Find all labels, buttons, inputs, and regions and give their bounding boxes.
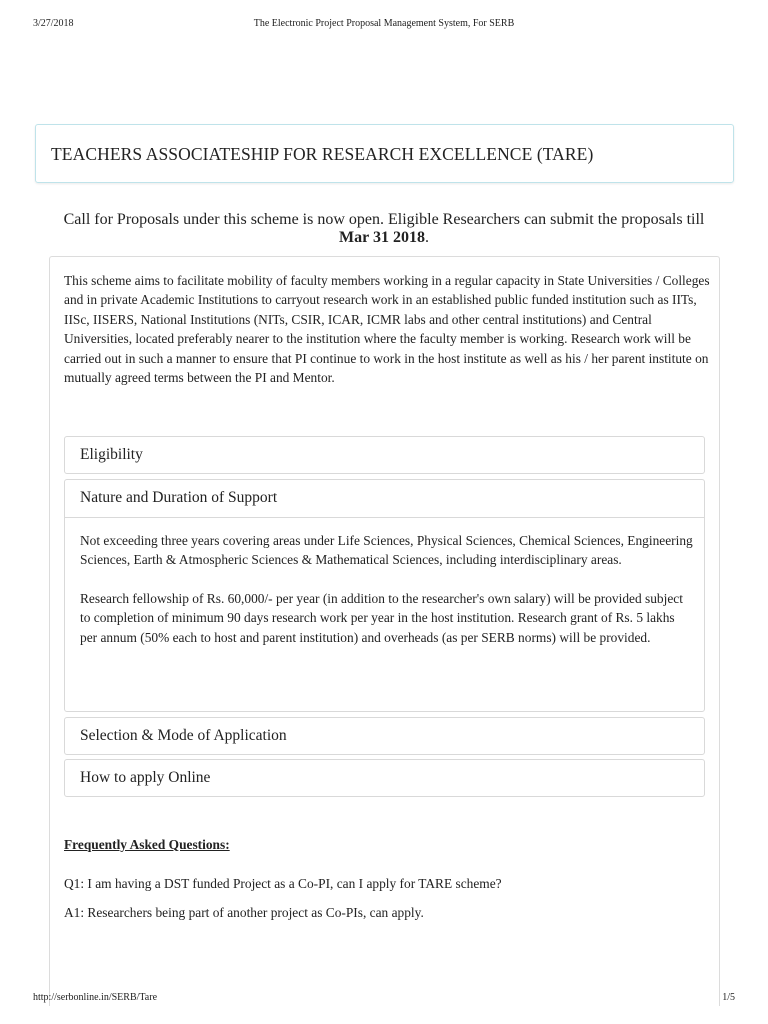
call-for-proposals-notice [60, 211, 708, 247]
scheme-description: This scheme aims to facilitate mobility of faculty members working in a regular capacity in State Universities / Colleges and in private Academic Institutions to carryout research work in an established public funded institution such as IITs, IISc, IISERS, National Institutions (NITs, CSIR, ICAR, ICMR labs and other central institutions) and Central Universities, located preferably nearer to the institution where the faculty member is working. Research work will be carried out in such a manner to ensure that PI continue to work in the host institute as well as his / her parent institute on mutually agreed terms between the PI and Mentor. [64, 273, 710, 386]
call-deadline: Mar 31 2018 [339, 229, 425, 246]
print-page-title: The Electronic Project Proposal Management System, For SERB [253, 18, 515, 29]
scheme-title: TEACHERS ASSOCIATESHIP FOR RESEARCH EXCELLENCE (TARE) [51, 144, 594, 164]
accordion-selection-mode-label: Selection & Mode of Application [80, 727, 287, 744]
accordion-how-to-apply[interactable] [64, 759, 705, 797]
print-url: http://serbonline.in/SERB/Tare [33, 992, 158, 1003]
accordion-how-to-apply-label: How to apply Online [80, 769, 211, 786]
print-page-number: 1/5 [722, 992, 735, 1003]
print-date: 3/27/2018 [33, 18, 74, 29]
print-header [33, 18, 735, 32]
accordion-nature-duration-content [80, 531, 695, 647]
accordion-nature-duration-label: Nature and Duration of Support [80, 489, 278, 506]
accordion-nature-duration [64, 479, 705, 712]
faq-heading: Frequently Asked Questions: [64, 837, 230, 852]
call-text: Call for Proposals under this scheme is now open. Eligible Researchers can submit the proposals till [63, 211, 705, 228]
support-fellowship-text: Research fellowship of Rs. 60,000/- per year (in addition to the researcher's own salary) will be provided subject to completion of minimum 90 days research work per year in the host institution. Research grant of Rs. 5 lakhs per annum (50% each to host and parent institution) and overheads (as per SERB norms) will be provided. [80, 590, 683, 645]
accordion-selection-mode[interactable] [64, 717, 705, 755]
accordion-nature-duration-header[interactable] [65, 480, 704, 518]
scheme-title-panel [35, 124, 734, 183]
faq-question-1: Q1: I am having a DST funded Project as a Co-PI, can I apply for TARE scheme? [64, 876, 502, 891]
accordion-eligibility-label: Eligibility [80, 446, 143, 463]
faq-answer-1: A1: Researchers being part of another project as Co-PIs, can apply. [64, 905, 424, 920]
accordion-eligibility[interactable] [64, 436, 705, 474]
call-text-end: . [424, 229, 429, 246]
support-areas-text: Not exceeding three years covering areas under Life Sciences, Physical Sciences, Chemical Sciences, Engineering Sciences, Earth & Atmospheric Sciences & Mathematical Sciences, including interdisciplinary areas. [80, 533, 693, 568]
print-footer [33, 992, 735, 1006]
